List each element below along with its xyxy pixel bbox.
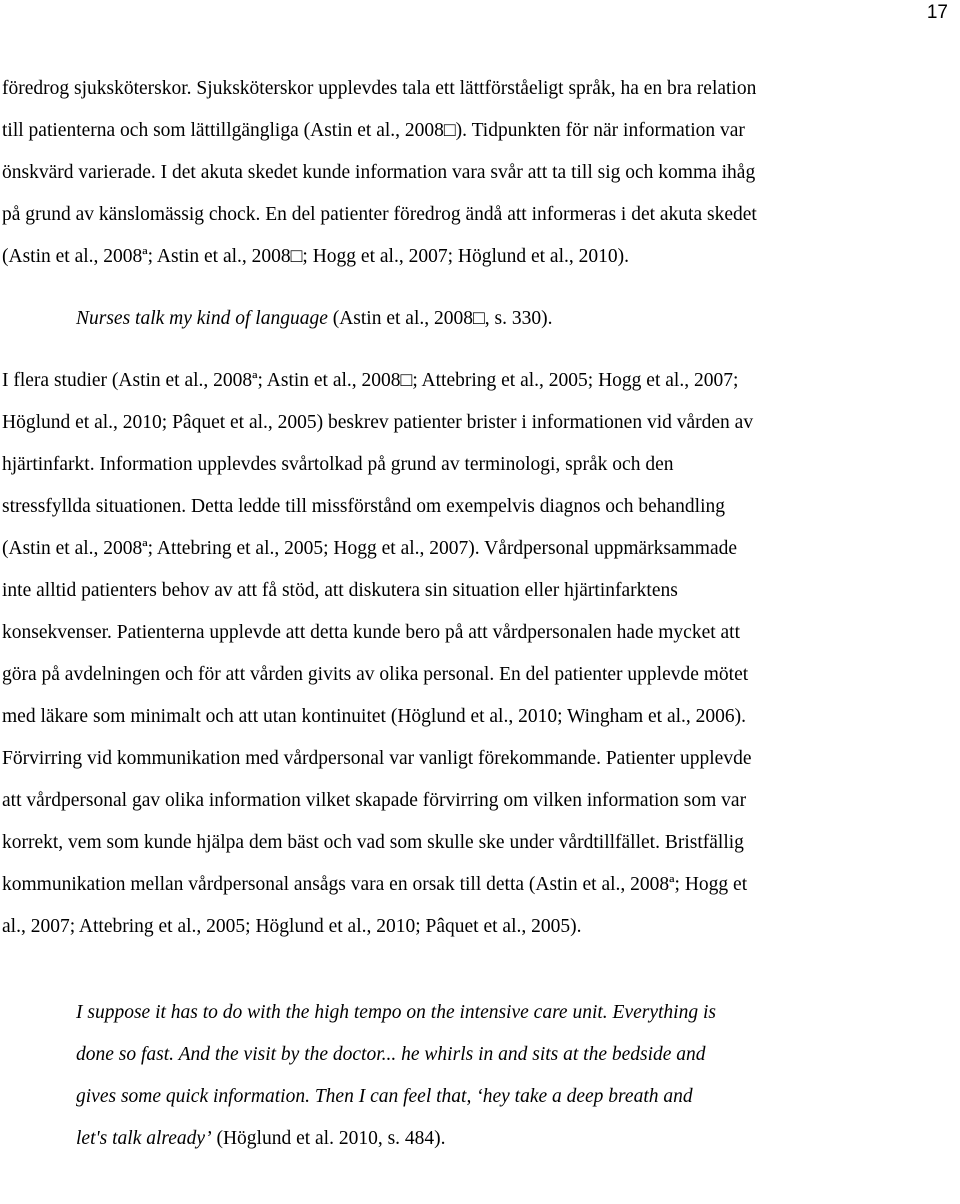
text-line: att vårdpersonal gav olika information vilket skapade förvirring om vilken information som var	[2, 790, 747, 811]
paragraph-communication-deficits	[2, 360, 956, 948]
text-line: (Astin et al., 2008ª; Attebring et al., 2005; Hogg et al., 2007). Vårdpersonal uppmärksammade	[2, 538, 738, 559]
text-line: göra på avdelningen och för att vården givits av olika personal. En del patienter upplevde mötet	[2, 664, 749, 685]
spacer	[2, 340, 956, 360]
text-line: stressfyllda situationen. Detta ledde till missförstånd om exempelvis diagnos och behandling	[2, 496, 725, 517]
spacer	[2, 948, 956, 992]
quote-citation: (Astin et al., 2008□, s. 330).	[327, 308, 553, 329]
quote-line: I suppose it has to do with the high tempo on the intensive care unit. Everything is	[76, 1002, 716, 1023]
text-line: (Astin et al., 2008ª; Astin et al., 2008□; Hogg et al., 2007; Höglund et al., 2010).	[2, 246, 629, 267]
quote-line	[2, 1118, 956, 1160]
text-line: hjärtinfarkt. Information upplevdes svårtolkad på grund av terminologi, språk och den	[2, 454, 674, 475]
spacer	[2, 278, 956, 298]
text-line: korrekt, vem som kunde hjälpa dem bäst och vad som skulle ske under vårdtillfället. Bristfällig	[2, 832, 744, 853]
text-line: kommunikation mellan vårdpersonal ansågs vara en orsak till detta (Astin et al., 2008ª; Hogg et	[2, 874, 748, 895]
text-line: med läkare som minimalt och att utan kontinuitet (Höglund et al., 2010; Wingham et al., 2006).	[2, 706, 747, 727]
paragraph-information-preferences	[2, 68, 956, 278]
quote-intensive-care	[2, 992, 956, 1160]
text-line: Höglund et al., 2010; Pâquet et al., 2005) beskrev patienter brister i informationen vid vården av	[2, 412, 754, 433]
text-line: Förvirring vid kommunikation med vårdpersonal var vanligt förekommande. Patienter upplevde	[2, 748, 752, 769]
quote-line	[2, 298, 956, 340]
document-body	[2, 68, 956, 1160]
page-number: 17	[926, 2, 948, 23]
text-line: I flera studier (Astin et al., 2008ª; Astin et al., 2008□; Attebring et al., 2005; Hogg et al., 2007;	[2, 370, 739, 391]
quote-citation: (Höglund et al. 2010, s. 484).	[211, 1128, 446, 1149]
quote-line: gives some quick information. Then I can feel that, ‘hey take a deep breath and	[76, 1086, 693, 1107]
text-line: al., 2007; Attebring et al., 2005; Höglund et al., 2010; Pâquet et al., 2005).	[2, 916, 582, 937]
text-line: på grund av känslomässig chock. En del patienter föredrog ändå att informeras i det akuta skedet	[2, 204, 757, 225]
text-line: inte alltid patienters behov av att få stöd, att diskutera sin situation eller hjärtinfarktens	[2, 580, 678, 601]
quote-text: Nurses talk my kind of language	[76, 308, 328, 329]
text-line: önskvärd varierade. I det akuta skedet kunde information vara svår att ta till sig och komma ihåg	[2, 162, 756, 183]
text-line: föredrog sjuksköterskor. Sjuksköterskor upplevdes tala ett lättförståeligt språk, ha en bra relation	[2, 78, 757, 99]
text-line: konsekvenser. Patienterna upplevde att detta kunde bero på att vårdpersonalen hade mycket att	[2, 622, 741, 643]
text-line: till patienterna och som lättillgängliga (Astin et al., 2008□). Tidpunkten för när information var	[2, 120, 745, 141]
quote-line: done so fast. And the visit by the doctor... he whirls in and sits at the bedside and	[76, 1044, 706, 1065]
quote-text: let's talk already’	[76, 1128, 212, 1149]
quote-nurses-language	[2, 298, 956, 340]
